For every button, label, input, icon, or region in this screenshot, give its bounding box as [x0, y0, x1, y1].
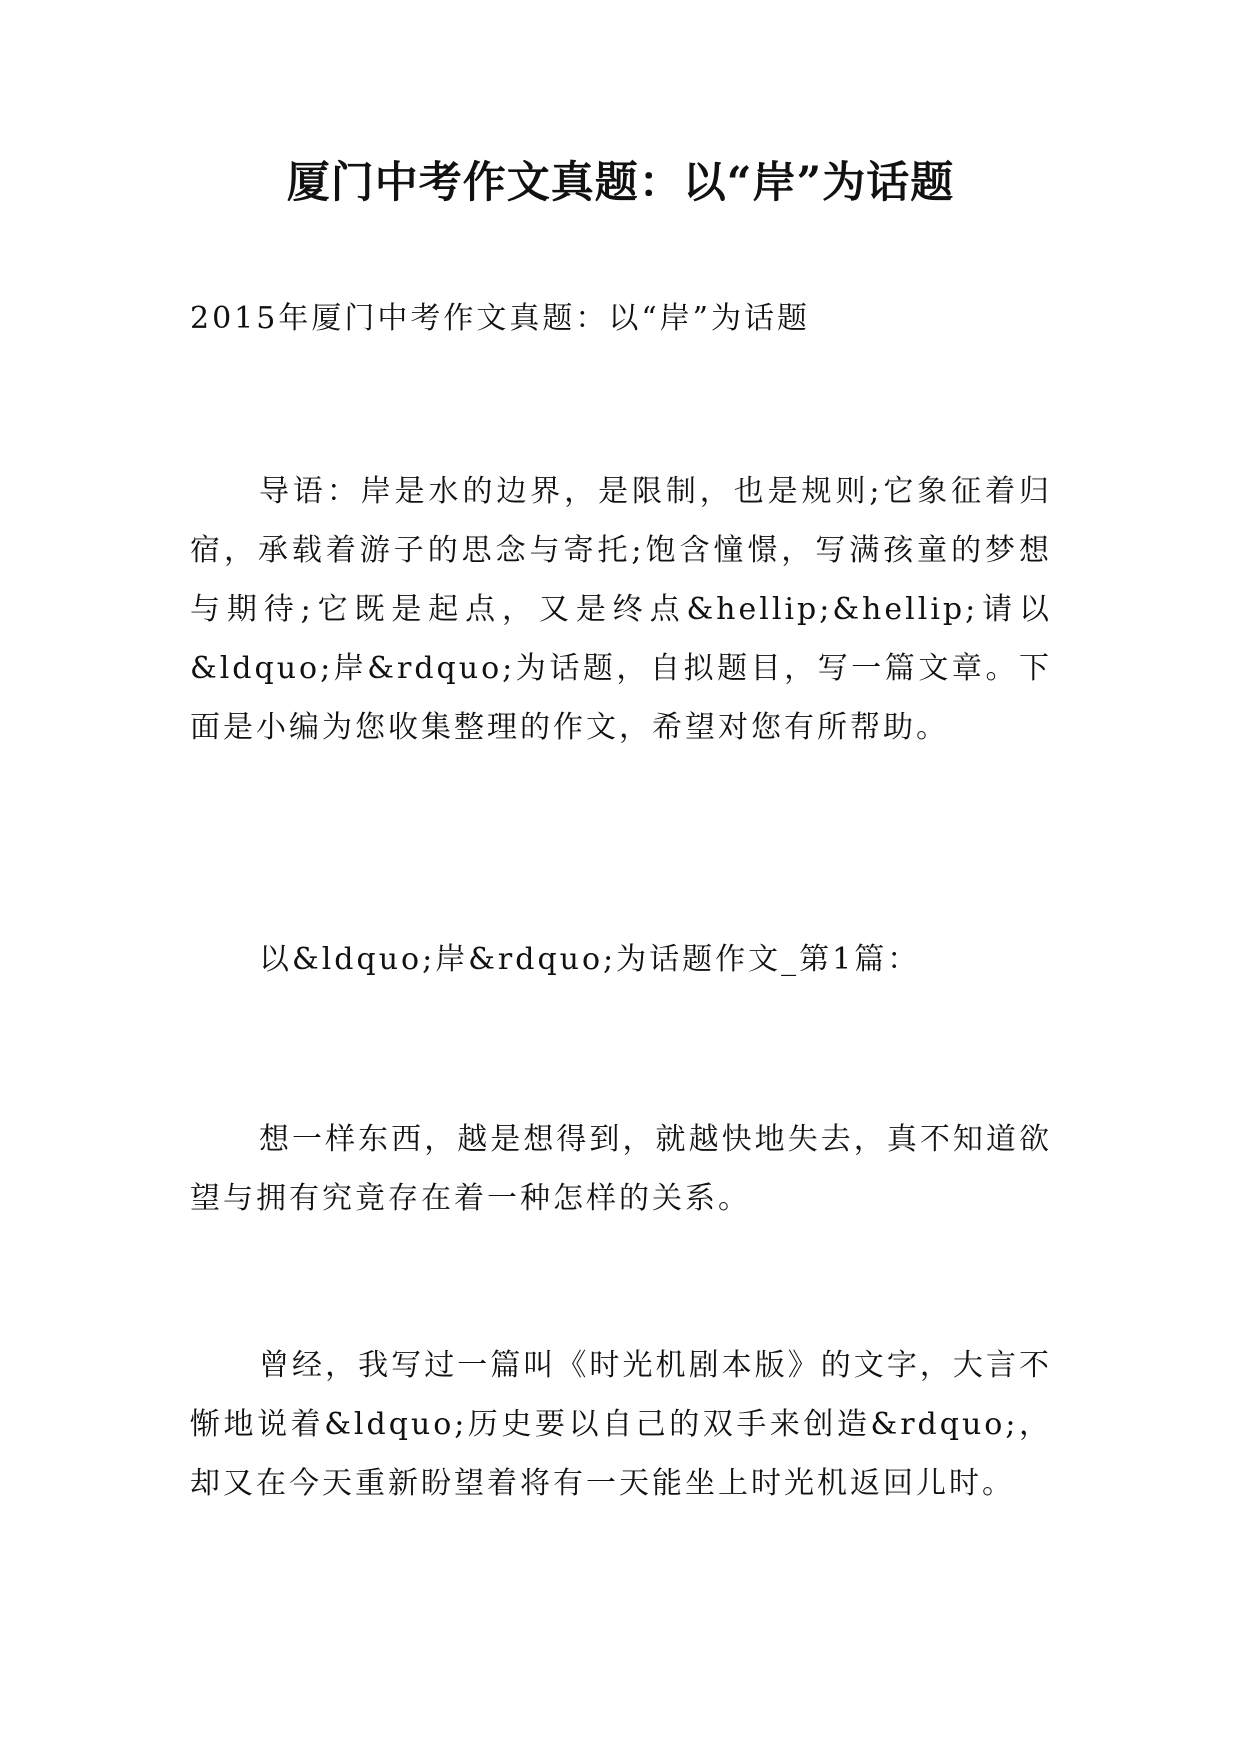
intro-paragraph: 导语：岸是水的边界，是限制，也是规则;它象征着归宿，承载着游子的思念与寄托;饱含憧憬，写满孩童的梦想与期待;它既是起点，又是终点&hellip;&hellip;请以&ldquo;岸&rdquo;为话题，自拟题目，写一篇文章。下面是小编为您收集整理的作文，希望对您有所帮助。	[190, 474, 1052, 745]
document-title: 厦门中考作文真题：以“岸”为话题	[286, 158, 955, 208]
essay-heading-paragraph: 以&ldquo;岸&rdquo;为话题作文_第1篇：	[259, 942, 921, 977]
body-paragraph-2: 曾经，我写过一篇叫《时光机剧本版》的文字，大言不惭地说着&ldquo;历史要以自己的双手来创造&rdquo;，却又在今天重新盼望着将有一天能坐上时光机返回儿时。	[190, 1348, 1052, 1501]
body-paragraph-1: 想一样东西，越是想得到，就越快地失去，真不知道欲望与拥有究竟存在着一种怎样的关系。	[190, 1122, 1052, 1216]
subtitle-paragraph: 2015年厦门中考作文真题：以“岸”为话题	[190, 301, 811, 336]
